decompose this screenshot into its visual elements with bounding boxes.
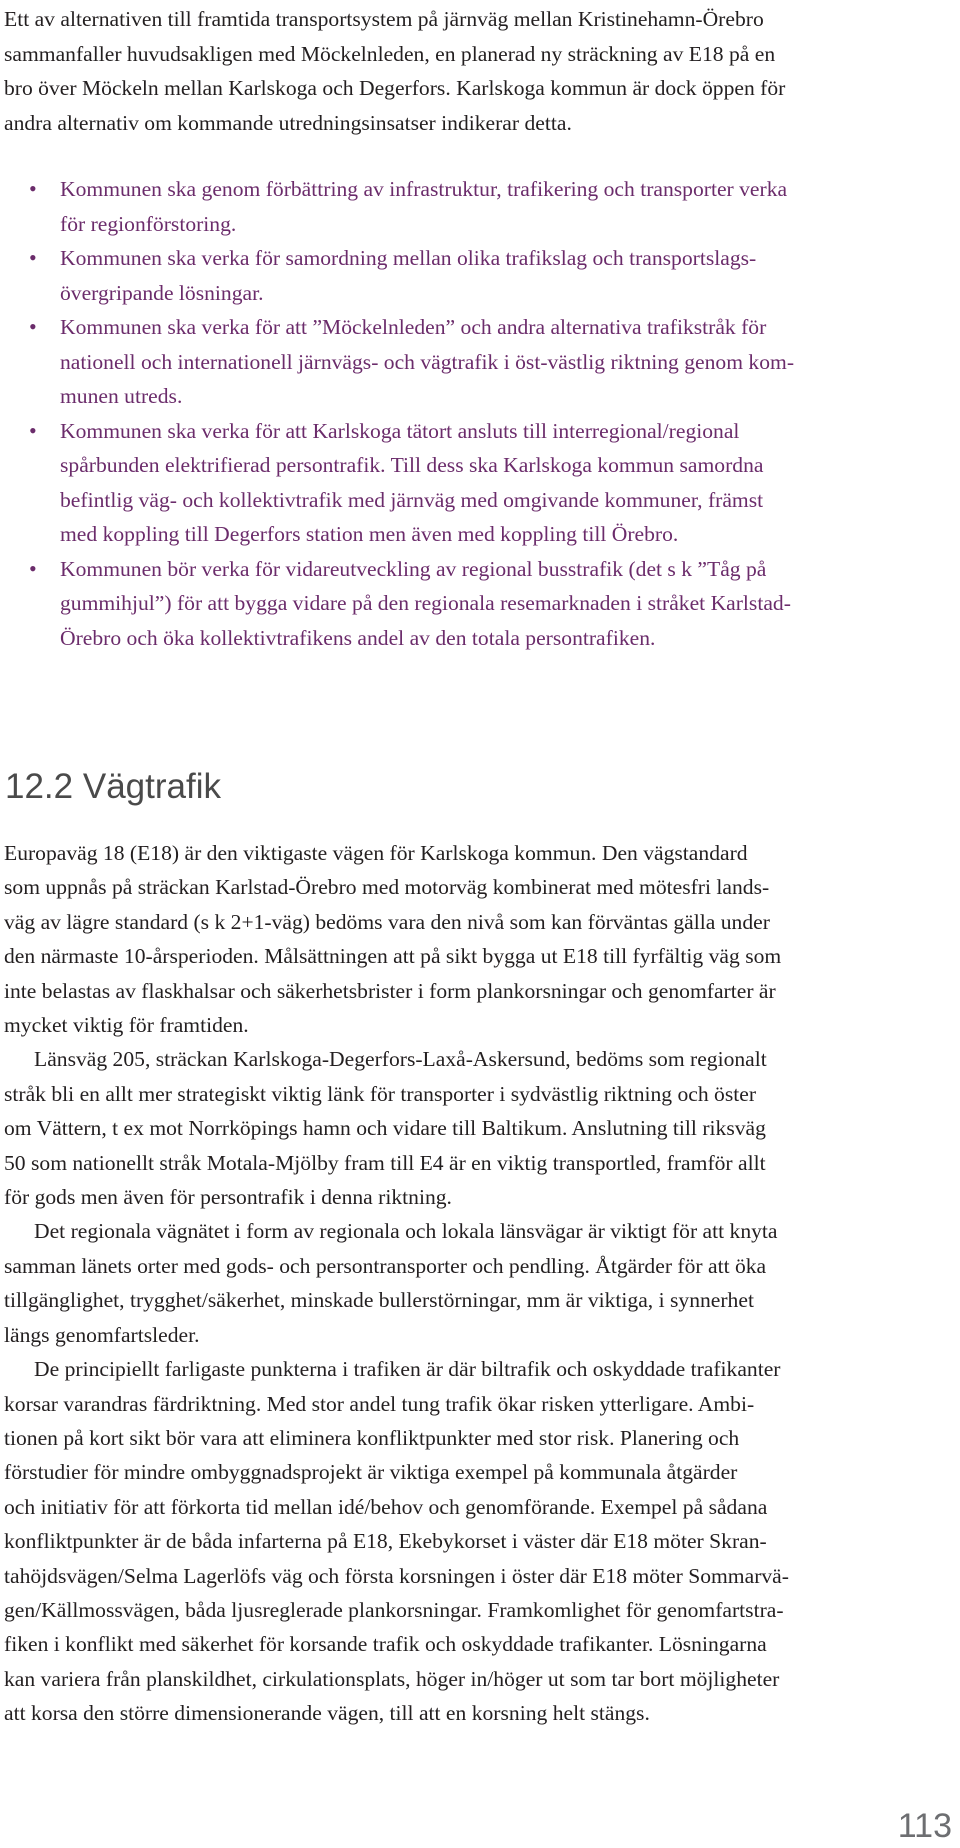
text-line: Kommunen ska verka för att ”Möckelnleden” och andra alternativa trafikstråk för [60,315,767,339]
text-line: förstudier för mindre ombyggnadsprojekt är viktiga exempel på kommunala åtgärder [4,1460,738,1485]
body-paragraph [4,836,954,1042]
text-line: gummihjul”) för att bygga vidare på den regionala resemarknaden i stråket Karlstad- [60,591,791,615]
text-line: Örebro och öka kollektivtrafikens andel av den totala persontrafiken. [60,625,656,650]
bullet-item [0,310,960,414]
bullet-item [0,552,960,656]
text-line: konfliktpunkter är de båda infarterna på E18, Ekebykorset i väster där E18 möter Skran- [4,1529,767,1554]
text-line: inte belastas av flaskhalsar och säkerhetsbrister i form plankorsningar och genomfarter är [4,978,776,1003]
text-line: och initiativ för att förkorta tid mellan idé/behov och genomförande. Exempel på sådana [4,1494,768,1519]
bullet-marker: • [29,417,37,443]
bullet-marker: • [29,245,37,270]
policy-bullet-list [0,172,960,655]
intro-paragraph [4,2,954,140]
bullet-item [0,414,960,552]
text-line: för regionförstoring. [60,211,237,236]
text-line: att korsa den större dimensionerande vägen, till att en korsning helt stängs. [4,1701,650,1726]
text-line: De principiellt farligaste punkterna i trafiken är där biltrafik och oskyddade trafikanter [34,1357,781,1382]
text-line: andra alternativ om kommande utredningsinsatser indikerar detta. [4,110,572,135]
text-line: munen utreds. [60,384,183,408]
text-line: med koppling till Degerfors station men även med koppling till Örebro. [60,522,679,546]
text-line: tionen på kort sikt bör vara att eliminera konfliktpunkter med stor risk. Planering och [4,1425,740,1450]
text-line: mycket viktig för framtiden. [4,1013,249,1038]
page-number: 113 [897,1807,952,1845]
text-line: Ett av alternativen till framtida transportsystem på järnväg mellan Kristinehamn-Örebro [4,7,764,31]
text-line: om Vättern, t ex mot Norrköpings hamn och vidare till Baltikum. Anslutning till riksväg [4,1116,766,1141]
text-line: gen/Källmossvägen, båda ljusreglerade plankorsningar. Framkomlighet för genomfartstra- [4,1597,784,1622]
text-line: Länsväg 205, sträckan Karlskoga-Degerfors-Laxå-Askersund, bedöms som regionalt [34,1047,767,1072]
text-line: korsar varandras färdriktning. Med stor andel tung trafik ökar risken ytterligare. Ambi- [4,1391,755,1416]
body-paragraph [4,1042,954,1214]
text-line: Kommunen bör verka för vidareutveckling av regional busstrafik (det s k ”Tåg på [60,556,767,581]
bullet-marker: • [29,314,37,339]
body-paragraph [4,1214,954,1352]
body-paragraph [4,1352,954,1730]
text-line: tahöjdsvägen/Selma Lagerlöfs väg och första korsningen i öster där E18 möter Sommarvä- [4,1563,789,1588]
text-line: Europaväg 18 (E18) är den viktigaste vägen för Karlskoga kommun. Den vägstandard [4,841,748,865]
text-line: tillgänglighet, trygghet/säkerhet, minskade bullerstörningar, mm är viktiga, i synnerhet [4,1288,754,1313]
text-line: 50 som nationellt stråk Motala-Mjölby fram till E4 är en viktig transportled, framför allt [4,1150,766,1175]
bullet-item [0,241,960,310]
text-line: Kommunen ska genom förbättring av infrastruktur, trafikering och transporter verka [60,177,788,201]
text-line: som uppnås på sträckan Karlstad-Örebro med motorväg kombinerat med mötesfri lands- [4,875,770,900]
text-line: för gods men även för persontrafik i denna riktning. [4,1185,452,1210]
text-line: väg av lägre standard (s k 2+1-väg) bedöms vara den nivå som kan förväntas gälla under [4,909,770,934]
text-line: Kommunen ska verka för samordning mellan olika trafikslag och transportslags- [60,246,757,270]
text-line: Det regionala vägnätet i form av regionala och lokala länsvägar är viktigt för att knyta [34,1219,778,1244]
section-body [4,836,954,1731]
text-line: sammanfaller huvudsakligen med Möckelnleden, en planerad ny sträckning av E18 på en [4,41,776,66]
bullet-item [0,172,960,241]
section-heading: 12.2 Vägtrafik [5,767,221,806]
text-line: befintlig väg- och kollektivtrafik med järnväg med omgivande kommuner, främst [60,487,764,512]
text-line: bro över Möckeln mellan Karlskoga och Degerfors. Karlskoga kommun är dock öppen för [4,76,786,100]
text-line: kan variera från planskildhet, cirkulationsplats, höger in/höger ut som tar bort möjligheter [4,1666,780,1691]
text-line: övergripande lösningar. [60,280,264,305]
text-line: nationell och internationell järnvägs- och vägtrafik i öst-västlig riktning genom kom- [60,349,795,374]
text-line: stråk bli en allt mer strategiskt viktig länk för transporter i sydvästlig riktning och öster [4,1081,757,1106]
text-line: spårbunden elektrifierad persontrafik. Till dess ska Karlskoga kommun samordna [60,453,764,477]
bullet-marker: • [29,176,37,201]
text-line: samman länets orter med gods- och persontransporter och pendling. Åtgärder för att öka [4,1253,767,1278]
bullet-marker: • [29,555,37,581]
text-line: Kommunen ska verka för att Karlskoga tätort ansluts till interregional/regional [60,418,740,443]
text-line: den närmaste 10-årsperioden. Målsättningen att på sikt bygga ut E18 till fyrfältig väg som [4,944,782,969]
text-line: längs genomfartsleder. [4,1322,200,1347]
text-line: fiken i konflikt med säkerhet för korsande trafik och oskyddade trafikanter. Lösningarna [4,1632,767,1657]
